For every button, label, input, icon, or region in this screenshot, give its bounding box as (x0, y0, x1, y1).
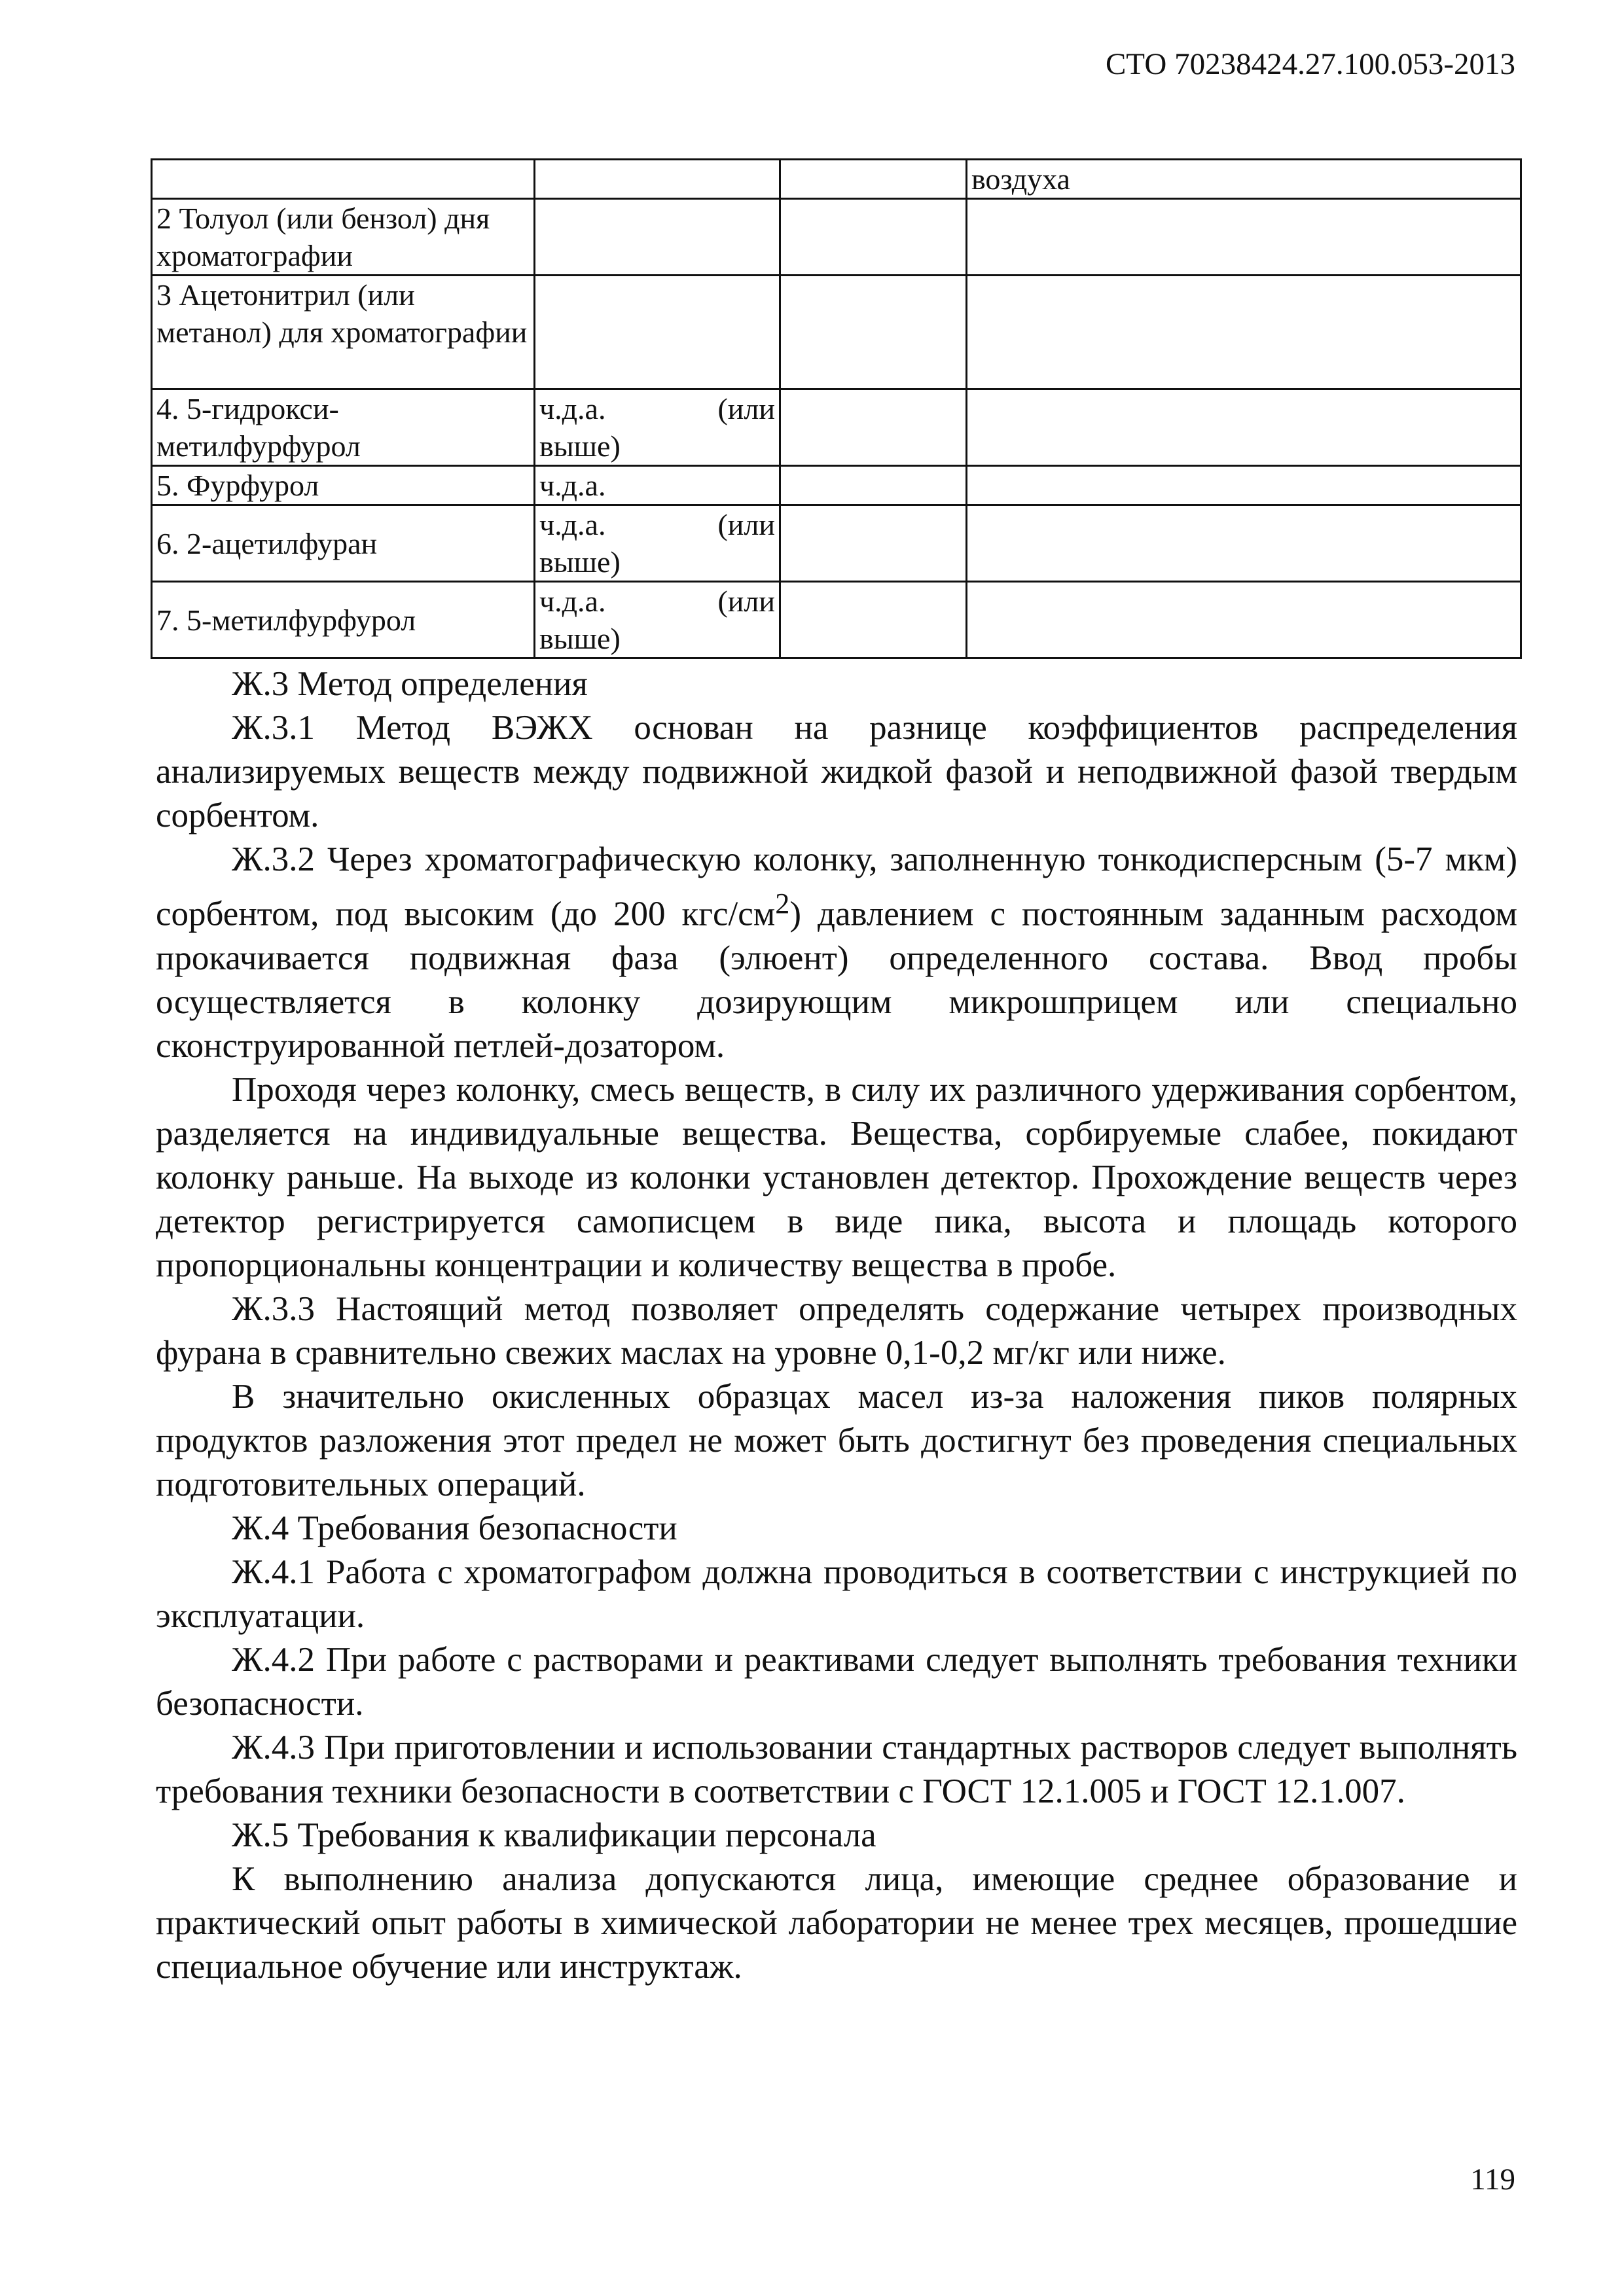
table-cell-col4 (967, 582, 1521, 658)
section-heading-zh4: Ж.4 Требования безопасности (232, 1509, 677, 1547)
table-cell-name (152, 160, 535, 199)
table-row (152, 199, 1521, 276)
grade-text: ч.д.а. (539, 392, 606, 425)
paragraph-zh3-3: Ж.3.3 Настоящий метод позволяет определять содержание четырех производных фурана в сравнительно свежих маслах на уровне 0,1-0,2 мг/кг или ниже. (156, 1289, 1517, 1372)
page-number: 119 (1470, 2162, 1515, 2197)
table-cell-col4 (967, 466, 1521, 505)
table-cell-name: 6. 2-ацетилфуран (152, 505, 535, 582)
table-cell-grade (535, 389, 780, 466)
body-text (156, 662, 1517, 1989)
table-cell-grade (535, 160, 780, 199)
section-heading-zh5: Ж.5 Требования к квалификации персонала (232, 1816, 876, 1854)
paragraph-zh4-2: Ж.4.2 При работе с растворами и реактивами следует выполнять требования техники безопасности. (156, 1640, 1517, 1723)
grade-paren: (или (717, 392, 775, 425)
paragraph-zh4-3: Ж.4.3 При приготовлении и использовании стандартных растворов следует выполнять требования техники безопасности в соответствии с ГОСТ 12.1.005 и ГОСТ 12.1.007. (156, 1728, 1517, 1810)
table-cell-grade (535, 582, 780, 658)
table-cell-col3 (780, 160, 967, 199)
grade-paren: (или (717, 584, 775, 618)
table-cell-name: 5. Фурфурол (152, 466, 535, 505)
paragraph-column-flow: Проходя через колонку, смесь веществ, в силу их различного удерживания сорбентом, разделяется на индивидуальные вещества. Вещества, сорбируемые слабее, покидают колонку раньше. На выходе из колонки установлен детектор. Прохождение веществ через детектор регистрируется самописцем в виде пика, высота и площадь которого пропорциональны концентрации и количеству вещества в пробе. (156, 1070, 1517, 1284)
table-cell-grade (535, 276, 780, 389)
table-cell-col4 (967, 505, 1521, 582)
grade-paren: (или (717, 508, 775, 541)
table-row (152, 582, 1521, 658)
reagents-table (151, 158, 1522, 659)
grade-text: ч.д.а. (539, 584, 606, 618)
table-row (152, 505, 1521, 582)
table-cell-col3 (780, 389, 967, 466)
table-row (152, 466, 1521, 505)
grade-line2: выше) (539, 429, 621, 463)
grade-line2: выше) (539, 622, 621, 655)
table-cell-col3 (780, 276, 967, 389)
paragraph-zh3-2-part1: Ж.3.2 Через хроматографическую колонку, заполненную тонкодисперсным (5-7 мкм) сорбентом, под высоким (до 200 кгс/см (156, 840, 1517, 933)
table-cell-col3 (780, 199, 967, 276)
paragraph-oxidized-oils: В значительно окисленных образцах масел из-за наложения пиков полярных продуктов разложения этот предел не может быть достигнут без проведения специальных подготовительных операций. (156, 1377, 1517, 1503)
table-cell-grade (535, 505, 780, 582)
table-cell-col3 (780, 505, 967, 582)
section-heading-zh3: Ж.3 Метод определения (232, 665, 588, 703)
paragraph-zh3-1: Ж.3.1 Метод ВЭЖХ основан на разнице коэффициентов распределения анализируемых веществ между подвижной жидкой фазой и неподвижной фазой твердым сорбентом. (156, 709, 1517, 834)
table-cell-col4: воздуха (967, 160, 1521, 199)
paragraph-zh3-2 (156, 838, 1517, 1068)
table-cell-col4 (967, 276, 1521, 389)
paragraph-zh3-2-part2: ) давлением с постоянным заданным расходом прокачивается подвижная фаза (элюент) определенного состава. Ввод пробы осуществляется в колонку дозирующим микрошприцем или специально сконструированной петлей-дозатором. (156, 895, 1517, 1065)
document-code: СТО 70238424.27.100.053-2013 (1105, 47, 1515, 81)
table-cell-col3 (780, 466, 967, 505)
paragraph-zh5-personnel: К выполнению анализа допускаются лица, имеющие среднее образование и практический опыт работы в химической лаборатории не менее трех месяцев, прошедшие специальное обучение или инструктаж. (156, 1859, 1517, 1986)
grade-line2: выше) (539, 545, 621, 579)
table-cell-name: 2 Толуол (или бензол) дня хроматографии (152, 199, 535, 276)
table-cell-grade (535, 199, 780, 276)
table-row (152, 160, 1521, 199)
table-row (152, 276, 1521, 389)
table-cell-col3 (780, 582, 967, 658)
table-cell-name: 7. 5-метилфурфурол (152, 582, 535, 658)
table-cell-col4 (967, 199, 1521, 276)
table-cell-col4 (967, 389, 1521, 466)
table-cell-grade (535, 466, 780, 505)
table-cell-name: 3 Ацетонитрил (или метанол) для хроматографии (152, 276, 535, 389)
table-cell-name: 4. 5-гидрокси-метилфурфурол (152, 389, 535, 466)
superscript-2: 2 (775, 888, 790, 920)
grade-text: ч.д.а. (539, 508, 606, 541)
grade-text: ч.д.а. (539, 469, 606, 502)
table-row (152, 389, 1521, 466)
paragraph-zh4-1: Ж.4.1 Работа с хроматографом должна проводиться в соответствии с инструкцией по эксплуатации. (156, 1552, 1517, 1635)
